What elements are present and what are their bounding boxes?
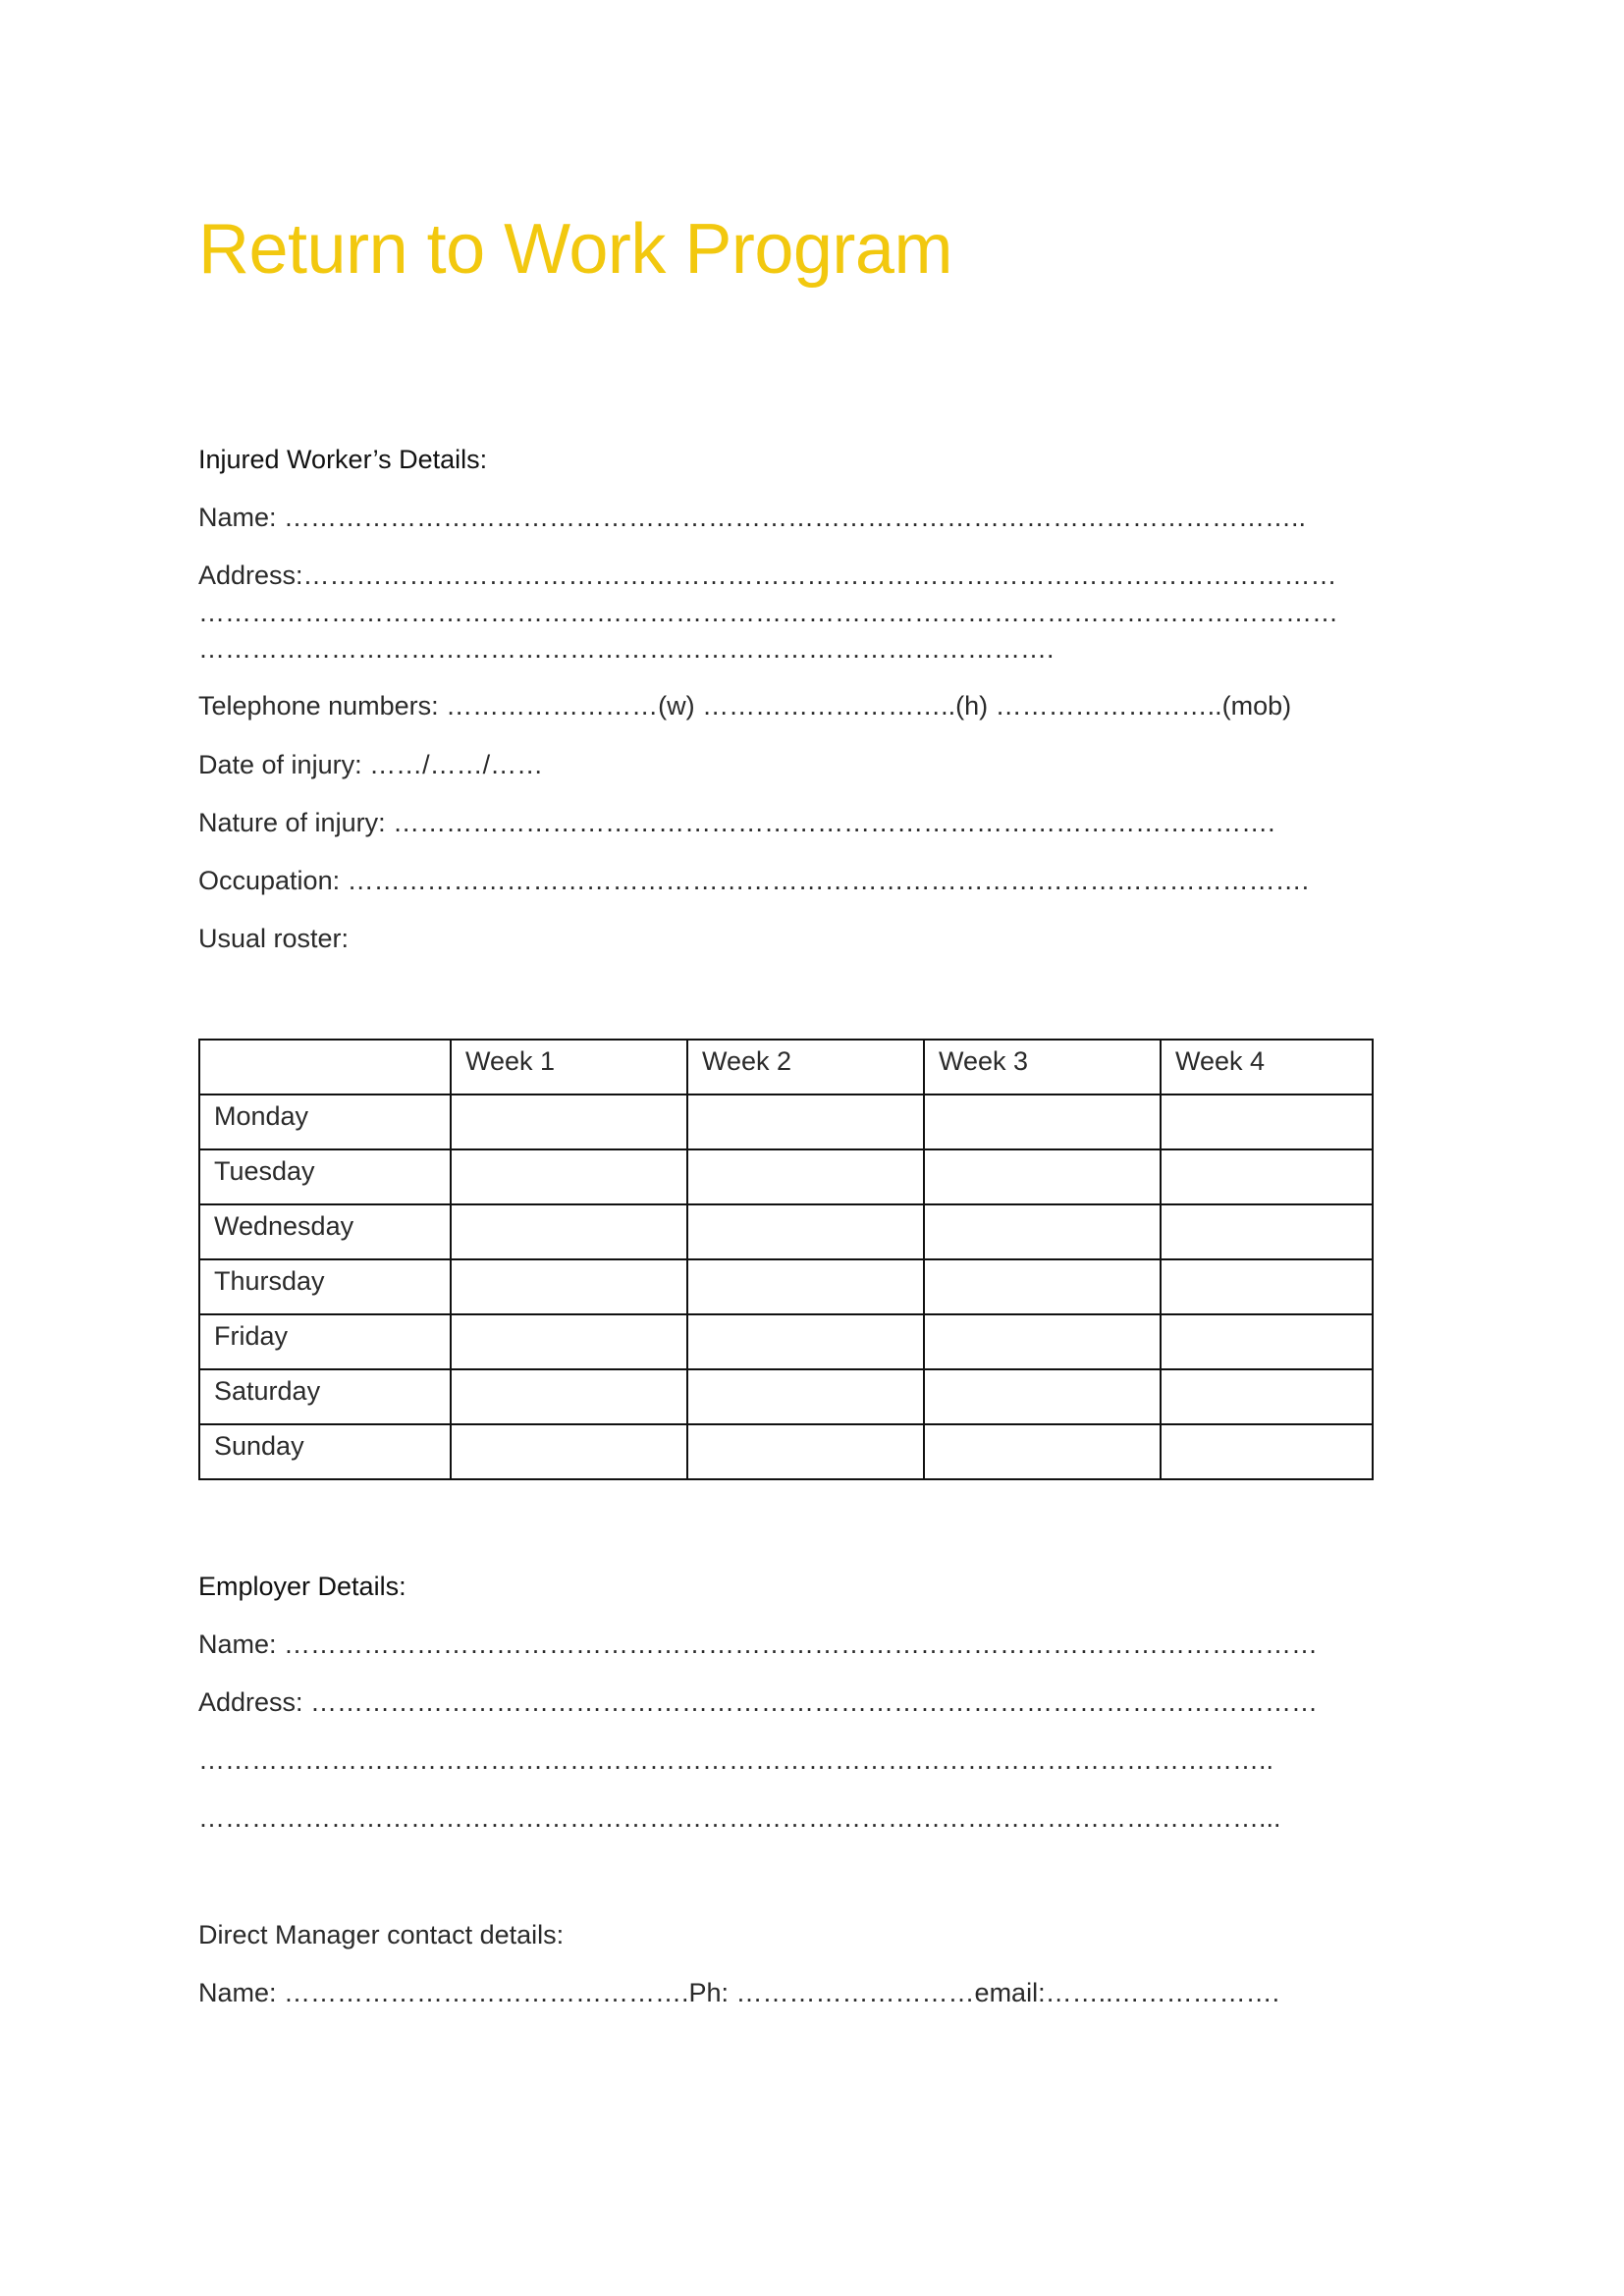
roster-cell[interactable] (924, 1259, 1161, 1314)
worker-address-field[interactable]: Address:……………………………………………………………………………………………………… (198, 561, 1337, 590)
day-label: Saturday (214, 1376, 321, 1406)
day-label: Tuesday (214, 1156, 315, 1186)
roster-cell[interactable] (451, 1259, 687, 1314)
roster-cell[interactable] (451, 1149, 687, 1204)
roster-cell[interactable] (924, 1095, 1161, 1149)
employer-address-field[interactable]: Address: …………………………………………………………………………………………………… (198, 1687, 1319, 1717)
day-label: Thursday (214, 1266, 325, 1296)
roster-cell[interactable] (687, 1095, 924, 1149)
roster-cell[interactable] (924, 1369, 1161, 1424)
day-label: Wednesday (214, 1211, 354, 1241)
roster-cell[interactable] (687, 1204, 924, 1259)
roster-cell[interactable] (687, 1424, 924, 1479)
roster-cell[interactable] (451, 1369, 687, 1424)
day-label-cell (199, 1314, 451, 1369)
roster-row (199, 1095, 1373, 1149)
manager-details-heading: Direct Manager contact details: (198, 1920, 565, 1949)
worker-address-line-2[interactable]: ………………………………………………………………………………………………………………… (198, 598, 1338, 627)
roster-header-row (199, 1040, 1373, 1095)
manager-contact-field[interactable]: Name: ……………………………………….Ph: ………………………email:……..………………. (198, 1978, 1280, 2007)
day-label: Monday (214, 1101, 309, 1131)
roster-header-label: Week 3 (939, 1046, 1029, 1076)
employer-name-field[interactable]: Name: ……………………………………………………………………………………………………… (198, 1629, 1319, 1659)
roster-cell[interactable] (1161, 1314, 1373, 1369)
day-label-cell (199, 1095, 451, 1149)
worker-details-heading: Injured Worker’s Details: (198, 445, 488, 474)
roster-cell[interactable] (451, 1314, 687, 1369)
roster-header-week-2 (687, 1040, 924, 1095)
day-label-cell (199, 1259, 451, 1314)
roster-header-week-4 (1161, 1040, 1373, 1095)
roster-table-body (199, 1040, 1373, 1479)
employer-address-line-2[interactable]: ………………………………………………………………………………………………………….. (198, 1745, 1274, 1775)
day-label-cell (199, 1424, 451, 1479)
roster-cell[interactable] (1161, 1424, 1373, 1479)
roster-cell[interactable] (924, 1424, 1161, 1479)
day-label: Sunday (214, 1431, 304, 1461)
roster-cell[interactable] (1161, 1149, 1373, 1204)
roster-cell[interactable] (687, 1314, 924, 1369)
roster-cell[interactable] (1161, 1204, 1373, 1259)
roster-cell[interactable] (924, 1204, 1161, 1259)
roster-cell[interactable] (687, 1259, 924, 1314)
employer-details-heading: Employer Details: (198, 1572, 406, 1601)
roster-row (199, 1369, 1373, 1424)
day-label-cell (199, 1204, 451, 1259)
roster-cell[interactable] (924, 1149, 1161, 1204)
roster-header-label (214, 1041, 450, 1048)
day-label-cell (199, 1149, 451, 1204)
roster-cell[interactable] (1161, 1259, 1373, 1314)
occupation-field[interactable]: Occupation: ………………………………………………………………………………………………. (198, 866, 1310, 895)
roster-header-label: Week 4 (1175, 1046, 1266, 1076)
roster-header-week-3 (924, 1040, 1161, 1095)
roster-cell[interactable] (924, 1314, 1161, 1369)
date-of-injury-field[interactable]: Date of injury: ……/……/…… (198, 750, 544, 779)
roster-cell[interactable] (1161, 1369, 1373, 1424)
roster-corner-cell (199, 1040, 451, 1095)
usual-roster-label: Usual roster: (198, 924, 350, 953)
roster-row (199, 1204, 1373, 1259)
roster-cell[interactable] (451, 1204, 687, 1259)
roster-header-label: Week 2 (702, 1046, 792, 1076)
roster-cell[interactable] (1161, 1095, 1373, 1149)
day-label-cell (199, 1369, 451, 1424)
roster-row (199, 1149, 1373, 1204)
roster-table (198, 1039, 1374, 1480)
roster-cell[interactable] (687, 1369, 924, 1424)
roster-header-label: Week 1 (465, 1046, 556, 1076)
roster-cell[interactable] (687, 1149, 924, 1204)
worker-name-field[interactable]: Name: …………………………………………………………………………………………………….. (198, 503, 1307, 532)
roster-header-week-1 (451, 1040, 687, 1095)
worker-telephone-field[interactable]: Telephone numbers: ……………………(w) ………………………..(h) ……………………..(mob) (198, 691, 1292, 721)
page-title: Return to Work Program (198, 210, 952, 289)
roster-row (199, 1424, 1373, 1479)
roster-row (199, 1314, 1373, 1369)
worker-address-line-3[interactable]: ……………………………………………………………………………………. (198, 634, 1055, 664)
day-label: Friday (214, 1321, 289, 1351)
nature-of-injury-field[interactable]: Nature of injury: ………………………………………………………………………………………. (198, 808, 1275, 837)
roster-cell[interactable] (451, 1424, 687, 1479)
roster-row (199, 1259, 1373, 1314)
employer-address-line-3[interactable]: …………………………………………………………………………………………………………... (198, 1803, 1281, 1833)
roster-cell[interactable] (451, 1095, 687, 1149)
